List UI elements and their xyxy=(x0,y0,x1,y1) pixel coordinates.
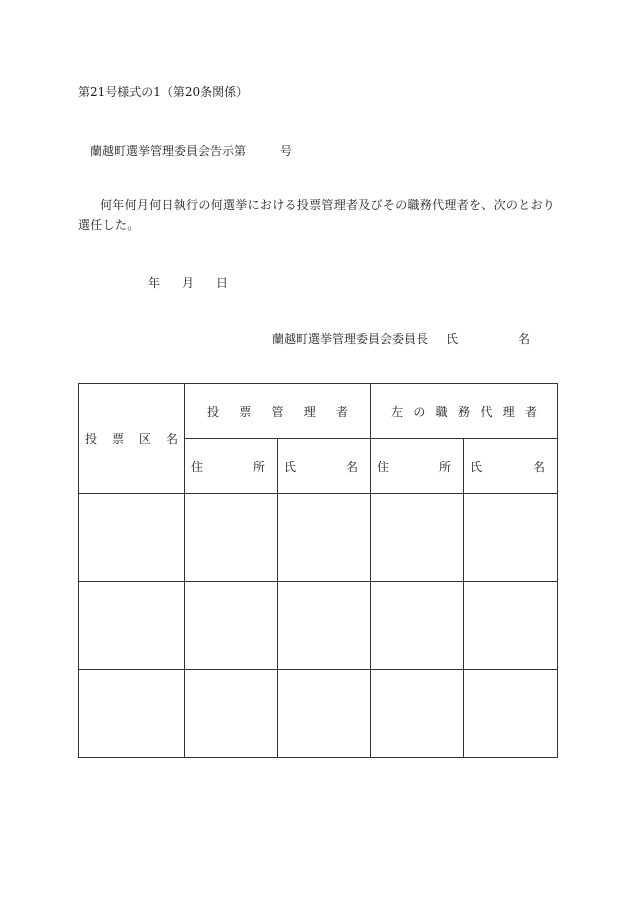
notice-title-text: 蘭越町選挙管理委員会告示第 xyxy=(90,144,247,158)
table-row xyxy=(79,582,558,670)
district-cell xyxy=(79,582,185,670)
notice-number-suffix: 号 xyxy=(280,144,293,158)
district-cell xyxy=(79,494,185,582)
signer-surname-label: 氏 xyxy=(446,332,459,346)
deputy-address-header: 住 所 xyxy=(371,439,464,494)
table-row xyxy=(79,494,558,582)
date-line xyxy=(148,274,228,291)
header-row-1 xyxy=(79,384,558,439)
deputy-header-chars: 左 の 職 務 代 理 者 xyxy=(391,404,537,419)
table-row xyxy=(79,670,558,758)
manager-address-header: 住 所 xyxy=(185,439,278,494)
date-day: 日 xyxy=(216,276,229,290)
manager-header-chars: 投 票 管 理 者 xyxy=(207,404,349,419)
signer-title: 蘭越町選挙管理委員会委員長 xyxy=(272,332,429,346)
notice-title xyxy=(90,142,292,159)
deputy-name-header: 氏 名 xyxy=(464,439,558,494)
deputy-address-cell xyxy=(371,670,464,758)
date-year: 年 xyxy=(148,276,161,290)
district-cell xyxy=(79,670,185,758)
manager-address-cell xyxy=(185,582,278,670)
manager-address-cell xyxy=(185,494,278,582)
deputy-name-cell xyxy=(464,494,558,582)
manager-header xyxy=(185,384,371,439)
body-text: 何年何月何日執行の何選挙における投票管理者及びその職務代理者を、次のとおり選任した。 xyxy=(78,198,556,232)
deputy-address-cell xyxy=(371,494,464,582)
district-header-chars: 投 票 区 名 xyxy=(85,432,178,446)
manager-name-cell xyxy=(278,494,371,582)
deputy-name-cell xyxy=(464,582,558,670)
deputy-header xyxy=(371,384,558,439)
manager-name-header: 氏 名 xyxy=(278,439,371,494)
date-month: 月 xyxy=(182,276,195,290)
deputy-name-cell xyxy=(464,670,558,758)
form-label: 第21号様式の1（第20条関係） xyxy=(78,85,249,99)
appointment-table xyxy=(78,383,558,758)
district-header xyxy=(79,384,185,494)
signer-line xyxy=(272,330,530,347)
manager-name-cell xyxy=(278,582,371,670)
manager-address-cell xyxy=(185,670,278,758)
signer-given-label: 名 xyxy=(518,332,531,346)
manager-name-cell xyxy=(278,670,371,758)
deputy-address-cell xyxy=(371,582,464,670)
